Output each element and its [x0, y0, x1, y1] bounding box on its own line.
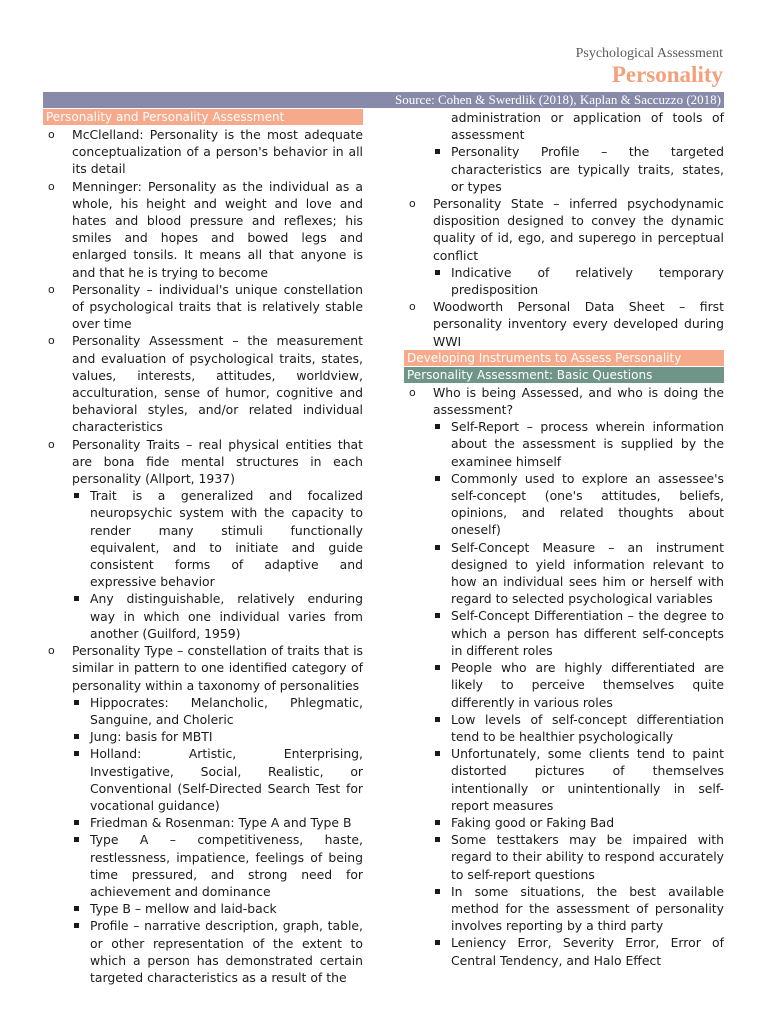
list-item: o Who is being Assessed, and who is doing the assessment? Self-Report – process wherein information about the assessment is supplied by the examinee himself Commonly used to explore an assessee's self-concept (one's attitudes, beliefs, opinions, and related thoughts about oneself) Self-Concept Measure – an instrument designed to yield information relevant to how an individual sees him or herself with regard to selected psychological variables Self-Concept Differentiation – the degree to which a person has different self-concepts in different roles People who are highly differentiated are likely to perceive themselves quite differently in various roles Low levels of self-concept differentiation tend to be healthier psychologically Unfortunately, some clients tend to paint distorted pictures of themselves intentionally or unintentionally in self-report measures Faking good or Faking Bad Some testtakers may be impaired with regard to their ability to respond accurately to self-report questions In some situations, the best available method for the assessment of personality involves reporting by a third party Leniency Error, Severity Error, Error of Central Tendency, and Halo Effect: [404, 384, 724, 969]
page-header: [0, 0, 768, 92]
list-item: o Personality Assessment – the measurement and evaluation of psychological traits, states, values, interests, attitudes, worldview, acculturation, sense of humor, cognitive and behavioral styles, and/or related individual characteristics: [43, 332, 363, 435]
basic-questions-list: [404, 384, 724, 969]
sub-list-item: Low levels of self-concept differentiation tend to be healthier psychologically: [433, 711, 724, 745]
sub-list: [433, 418, 724, 969]
sub-list-item: Hippocrates: Melancholic, Phlegmatic, Sanguine, and Choleric: [72, 694, 363, 728]
sub-list-item: Personality Profile – the targeted characteristics are typically traits, states, or types: [433, 143, 724, 195]
list-item: o Personality – individual's unique constellation of psychological traits that is relatively stable over time: [43, 281, 363, 333]
sub-list: [72, 487, 363, 642]
sub-list-item: Friedman & Rosenman: Type A and Type B: [72, 814, 363, 831]
section-heading-personality-assessment: Personality and Personality Assessment: [43, 109, 363, 125]
sub-list-item: Type A – competitiveness, haste, restlessness, impatience, feelings of being time pressured, and strong need for achievement and dominance: [72, 831, 363, 900]
sub-list-item: Leniency Error, Severity Error, Error of Central Tendency, and Halo Effect: [433, 934, 724, 968]
sub-list-item: Unfortunately, some clients tend to paint distorted pictures of themselves intentionally or unintentionally in self-report measures: [433, 745, 724, 814]
sub-list-item: Any distinguishable, relatively enduring way in which one individual varies from another (Guilford, 1959): [72, 590, 363, 642]
sub-list: [433, 264, 724, 298]
left-column: [43, 109, 363, 986]
sub-list-item: Trait is a generalized and focalized neuropsychic system with the capacity to render many stimuli functionally equivalent, and to initiate and guide consistent forms of adaptive and expressive behavior: [72, 487, 363, 590]
sub-list: [72, 694, 363, 986]
document-subject: Psychological Assessment: [575, 46, 723, 61]
sub-list-item: People who are highly differentiated are likely to perceive themselves quite differently in various roles: [433, 659, 724, 711]
list-item: o Menninger: Personality as the individual as a whole, his height and weight and love and hates and blood pressure and reflexes; his smiles and hopes and bowed legs and enlarged tonsils. It means all that anyone is and that he is trying to become: [43, 178, 363, 281]
sub-list-item: Indicative of relatively temporary predisposition: [433, 264, 724, 298]
source-bar: Source: Cohen & Swerdlik (2018), Kaplan & Saccuzzo (2018): [43, 92, 724, 108]
continuation-text: administration or application of tools of assessment: [451, 110, 724, 143]
section-heading-basic-questions: Personality Assessment: Basic Questions: [404, 367, 724, 383]
list-item: o Personality Traits – real physical entities that are bona fide mental structures in each personality (Allport, 1937) Trait is a generalized and focalized neuropsychic system with the capacity to render many stimuli functionally equivalent, and to initiate and guide consistent forms of adaptive and expressive behavior Any distinguishable, relatively enduring way in which one individual varies from another (Guilford, 1959): [43, 436, 363, 642]
left-bullet-list: [43, 126, 363, 986]
sub-list-item: Holland: Artistic, Enterprising, Investigative, Social, Realistic, or Conventional (Self-Directed Search Test for vocational guidance): [72, 745, 363, 814]
document-title: Personality: [611, 62, 723, 87]
sub-list-item: Self-Report – process wherein information about the assessment is supplied by the examinee himself: [433, 418, 724, 470]
sub-list-item: Jung: basis for MBTI: [72, 728, 363, 745]
list-item: o Personality Type – constellation of traits that is similar in pattern to one identified category of personality within a taxonomy of personalities Hippocrates: Melancholic, Phlegmatic, Sanguine, and Choleric Jung: basis for MBTI Holland: Artistic, Enterprising, Investigative, Social, Realistic, or Conventional (Self-Directed Search Test for vocational guidance) Friedman & Rosenman: Type A and Type B Type A – competitiveness, haste, restlessness, impatience, feelings of being time pressured, and strong need for achievement and dominance Type B – mellow and laid-back Profile – narrative description, graph, table, or other representation of the extent to which a person has demonstrated certain targeted characteristics as a result of the: [43, 642, 363, 986]
sub-list-item: Type B – mellow and laid-back: [72, 900, 363, 917]
section-heading-developing-instruments: Developing Instruments to Assess Personality: [404, 350, 724, 366]
list-item: o Personality State – inferred psychodynamic disposition designed to convey the dynamic quality of id, ego, and superego in perceptual conflict Indicative of relatively temporary predisposition: [404, 195, 724, 298]
right-bullet-list: [404, 195, 724, 350]
sub-list-item: Faking good or Faking Bad: [433, 814, 724, 831]
list-item: o Woodworth Personal Data Sheet – first personality inventory every developed during WWI: [404, 298, 724, 350]
continuation-list: [404, 109, 724, 143]
sub-list-item: Some testtakers may be impaired with regard to their ability to respond accurately to self-report questions: [433, 831, 724, 883]
sub-list-item: Commonly used to explore an assessee's self-concept (one's attitudes, beliefs, opinions, and related thoughts about oneself): [433, 470, 724, 539]
list-item: o McClelland: Personality is the most adequate conceptualization of a person's behavior in all its detail: [43, 126, 363, 178]
continuation-sub-list: [404, 143, 724, 195]
sub-list-item: Profile – narrative description, graph, table, or other representation of the extent to which a person has demonstrated certain targeted characteristics as a result of the: [72, 917, 363, 986]
sub-list-item: Self-Concept Differentiation – the degree to which a person has different self-concepts in different roles: [433, 607, 724, 659]
right-column: [404, 109, 724, 969]
sub-list-item: Self-Concept Measure – an instrument designed to yield information relevant to how an individual sees him or herself with regard to selected psychological variables: [433, 539, 724, 608]
sub-list-item: In some situations, the best available method for the assessment of personality involves reporting by a third party: [433, 883, 724, 935]
